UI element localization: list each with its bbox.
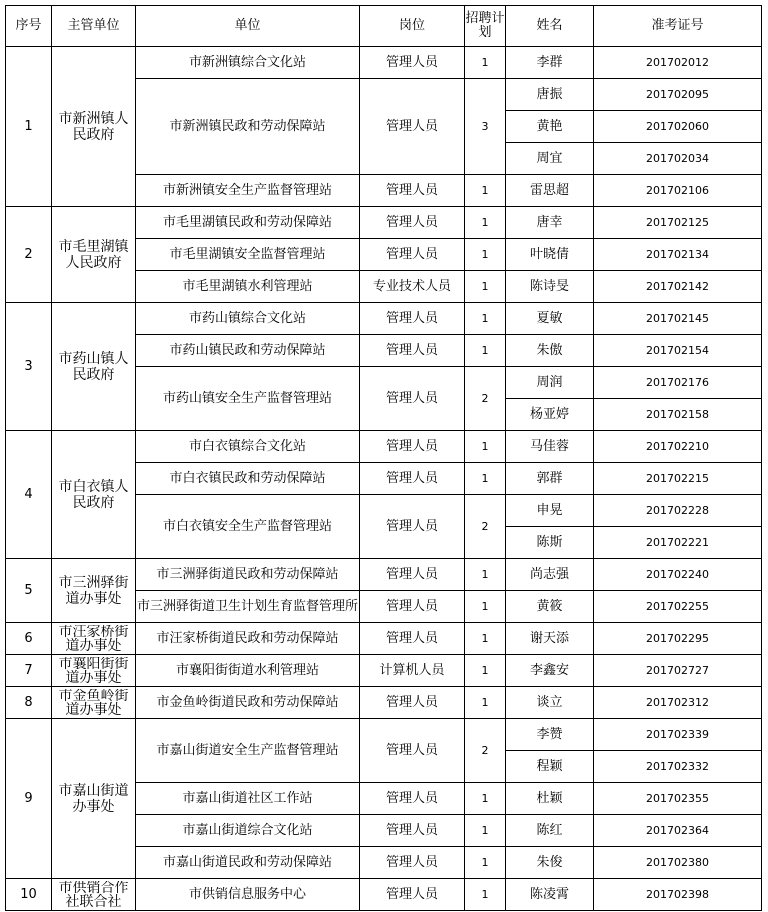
name-cell: 郭群 bbox=[506, 463, 594, 495]
id-cell: 201702398 bbox=[594, 879, 762, 911]
name-cell: 谢天添 bbox=[506, 623, 594, 655]
name-cell: 夏敏 bbox=[506, 303, 594, 335]
unit-cell: 市药山镇安全生产监督管理站 bbox=[136, 367, 360, 431]
unit-cell: 市嘉山街道社区工作站 bbox=[136, 783, 360, 815]
seq-cell: 1 bbox=[6, 47, 52, 207]
post-cell: 管理人员 bbox=[360, 495, 465, 559]
post-cell: 管理人员 bbox=[360, 175, 465, 207]
plan-cell: 1 bbox=[465, 847, 506, 879]
seq-cell: 3 bbox=[6, 303, 52, 431]
post-cell: 管理人员 bbox=[360, 463, 465, 495]
recruitment-table bbox=[5, 5, 762, 911]
table-row bbox=[6, 687, 762, 719]
plan-cell: 1 bbox=[465, 463, 506, 495]
seq-cell: 5 bbox=[6, 559, 52, 623]
seq-cell: 8 bbox=[6, 687, 52, 719]
name-cell: 李群 bbox=[506, 47, 594, 79]
table-row bbox=[6, 879, 762, 911]
plan-cell: 1 bbox=[465, 559, 506, 591]
post-cell: 管理人员 bbox=[360, 47, 465, 79]
id-cell: 201702221 bbox=[594, 527, 762, 559]
header-dept: 主管单位 bbox=[52, 6, 136, 47]
plan-cell: 1 bbox=[465, 815, 506, 847]
id-cell: 201702355 bbox=[594, 783, 762, 815]
plan-cell: 1 bbox=[465, 303, 506, 335]
name-cell: 唐振 bbox=[506, 79, 594, 111]
post-cell: 管理人员 bbox=[360, 815, 465, 847]
seq-cell: 9 bbox=[6, 719, 52, 879]
id-cell: 201702727 bbox=[594, 655, 762, 687]
dept-cell bbox=[52, 879, 136, 911]
seq-cell: 6 bbox=[6, 623, 52, 655]
name-cell: 李鑫安 bbox=[506, 655, 594, 687]
name-cell: 尚志强 bbox=[506, 559, 594, 591]
plan-cell: 1 bbox=[465, 175, 506, 207]
dept-cell bbox=[52, 623, 136, 655]
name-cell: 李赞 bbox=[506, 719, 594, 751]
table-row bbox=[6, 207, 762, 239]
post-cell: 管理人员 bbox=[360, 431, 465, 463]
id-cell: 201702145 bbox=[594, 303, 762, 335]
unit-cell: 市三洲驿街道卫生计划生育监督管理所 bbox=[136, 591, 360, 623]
unit-cell: 市毛里湖镇水利管理站 bbox=[136, 271, 360, 303]
seq-cell: 4 bbox=[6, 431, 52, 559]
dept-label: 市供销合作社联合社 bbox=[58, 880, 129, 909]
unit-cell: 市白衣镇民政和劳动保障站 bbox=[136, 463, 360, 495]
id-cell: 201702176 bbox=[594, 367, 762, 399]
name-cell: 朱俊 bbox=[506, 847, 594, 879]
name-cell: 谈立 bbox=[506, 687, 594, 719]
unit-cell: 市毛里湖镇民政和劳动保障站 bbox=[136, 207, 360, 239]
plan-cell: 1 bbox=[465, 655, 506, 687]
id-cell: 201702240 bbox=[594, 559, 762, 591]
id-cell: 201702255 bbox=[594, 591, 762, 623]
id-cell: 201702154 bbox=[594, 335, 762, 367]
id-cell: 201702158 bbox=[594, 399, 762, 431]
name-cell: 陈红 bbox=[506, 815, 594, 847]
table-row bbox=[6, 623, 762, 655]
plan-cell: 1 bbox=[465, 239, 506, 271]
id-cell: 201702134 bbox=[594, 239, 762, 271]
plan-cell: 1 bbox=[465, 271, 506, 303]
dept-cell bbox=[52, 687, 136, 719]
unit-cell: 市金鱼岭街道民政和劳动保障站 bbox=[136, 687, 360, 719]
unit-cell: 市新洲镇安全生产监督管理站 bbox=[136, 175, 360, 207]
post-cell: 专业技术人员 bbox=[360, 271, 465, 303]
id-cell: 201702339 bbox=[594, 719, 762, 751]
id-cell: 201702012 bbox=[594, 47, 762, 79]
post-cell: 管理人员 bbox=[360, 335, 465, 367]
table-row bbox=[6, 559, 762, 591]
post-cell: 管理人员 bbox=[360, 847, 465, 879]
dept-cell: 市毛里湖镇人民政府 bbox=[52, 207, 136, 303]
unit-cell: 市新洲镇综合文化站 bbox=[136, 47, 360, 79]
post-cell: 管理人员 bbox=[360, 303, 465, 335]
plan-cell: 1 bbox=[465, 879, 506, 911]
unit-cell: 市三洲驿街道民政和劳动保障站 bbox=[136, 559, 360, 591]
dept-label: 市襄阳街街道办事处 bbox=[58, 656, 129, 685]
table-row bbox=[6, 655, 762, 687]
post-cell: 管理人员 bbox=[360, 783, 465, 815]
unit-cell: 市药山镇民政和劳动保障站 bbox=[136, 335, 360, 367]
name-cell: 申晃 bbox=[506, 495, 594, 527]
plan-cell: 2 bbox=[465, 719, 506, 783]
id-cell: 201702215 bbox=[594, 463, 762, 495]
post-cell: 管理人员 bbox=[360, 239, 465, 271]
post-cell: 管理人员 bbox=[360, 623, 465, 655]
header-post: 岗位 bbox=[360, 6, 465, 47]
name-cell: 黄筱 bbox=[506, 591, 594, 623]
id-cell: 201702228 bbox=[594, 495, 762, 527]
post-cell: 管理人员 bbox=[360, 79, 465, 175]
plan-cell: 1 bbox=[465, 783, 506, 815]
seq-cell: 7 bbox=[6, 655, 52, 687]
plan-cell: 1 bbox=[465, 687, 506, 719]
dept-cell: 市药山镇人民政府 bbox=[52, 303, 136, 431]
name-cell: 杜颖 bbox=[506, 783, 594, 815]
post-cell: 管理人员 bbox=[360, 719, 465, 783]
post-cell: 管理人员 bbox=[360, 687, 465, 719]
unit-cell: 市新洲镇民政和劳动保障站 bbox=[136, 79, 360, 175]
dept-label: 市金鱼岭街道办事处 bbox=[58, 688, 129, 717]
name-cell: 马佳蓉 bbox=[506, 431, 594, 463]
post-cell: 管理人员 bbox=[360, 207, 465, 239]
plan-cell: 3 bbox=[465, 79, 506, 175]
dept-cell: 市嘉山街道办事处 bbox=[52, 719, 136, 879]
header-seq: 序号 bbox=[6, 6, 52, 47]
post-cell: 管理人员 bbox=[360, 591, 465, 623]
unit-cell: 市嘉山街道安全生产监督管理站 bbox=[136, 719, 360, 783]
name-cell: 程颖 bbox=[506, 751, 594, 783]
unit-cell: 市供销信息服务中心 bbox=[136, 879, 360, 911]
plan-cell: 1 bbox=[465, 591, 506, 623]
plan-cell: 1 bbox=[465, 47, 506, 79]
seq-cell: 10 bbox=[6, 879, 52, 911]
post-cell: 管理人员 bbox=[360, 559, 465, 591]
id-cell: 201702332 bbox=[594, 751, 762, 783]
plan-cell: 1 bbox=[465, 335, 506, 367]
name-cell: 陈诗旻 bbox=[506, 271, 594, 303]
id-cell: 201702380 bbox=[594, 847, 762, 879]
header-name: 姓名 bbox=[506, 6, 594, 47]
name-cell: 周润 bbox=[506, 367, 594, 399]
plan-cell: 2 bbox=[465, 495, 506, 559]
name-cell: 周宜 bbox=[506, 143, 594, 175]
dept-cell: 市白衣镇人民政府 bbox=[52, 431, 136, 559]
id-cell: 201702060 bbox=[594, 111, 762, 143]
unit-cell: 市襄阳街街道水利管理站 bbox=[136, 655, 360, 687]
plan-cell: 2 bbox=[465, 367, 506, 431]
dept-label: 市汪家桥街道办事处 bbox=[58, 624, 129, 653]
header-id: 准考证号 bbox=[594, 6, 762, 47]
id-cell: 201702364 bbox=[594, 815, 762, 847]
table-row bbox=[6, 431, 762, 463]
unit-cell: 市嘉山街道民政和劳动保障站 bbox=[136, 847, 360, 879]
plan-cell: 1 bbox=[465, 623, 506, 655]
name-cell: 陈斯 bbox=[506, 527, 594, 559]
plan-cell: 1 bbox=[465, 431, 506, 463]
id-cell: 201702106 bbox=[594, 175, 762, 207]
post-cell: 计算机人员 bbox=[360, 655, 465, 687]
header-unit: 单位 bbox=[136, 6, 360, 47]
id-cell: 201702295 bbox=[594, 623, 762, 655]
table-row bbox=[6, 47, 762, 79]
table-header-row bbox=[6, 6, 762, 47]
name-cell: 陈凌霄 bbox=[506, 879, 594, 911]
table-row bbox=[6, 719, 762, 751]
id-cell: 201702095 bbox=[594, 79, 762, 111]
id-cell: 201702142 bbox=[594, 271, 762, 303]
unit-cell: 市药山镇综合文化站 bbox=[136, 303, 360, 335]
unit-cell: 市白衣镇综合文化站 bbox=[136, 431, 360, 463]
dept-cell bbox=[52, 655, 136, 687]
seq-cell: 2 bbox=[6, 207, 52, 303]
name-cell: 雷思超 bbox=[506, 175, 594, 207]
id-cell: 201702312 bbox=[594, 687, 762, 719]
name-cell: 黄艳 bbox=[506, 111, 594, 143]
unit-cell: 市毛里湖镇安全监督管理站 bbox=[136, 239, 360, 271]
dept-cell: 市新洲镇人民政府 bbox=[52, 47, 136, 207]
id-cell: 201702034 bbox=[594, 143, 762, 175]
name-cell: 朱傲 bbox=[506, 335, 594, 367]
name-cell: 唐幸 bbox=[506, 207, 594, 239]
name-cell: 叶晓倩 bbox=[506, 239, 594, 271]
unit-cell: 市嘉山街道综合文化站 bbox=[136, 815, 360, 847]
header-plan: 招聘计划 bbox=[465, 6, 506, 47]
name-cell: 杨亚婷 bbox=[506, 399, 594, 431]
post-cell: 管理人员 bbox=[360, 367, 465, 431]
id-cell: 201702125 bbox=[594, 207, 762, 239]
plan-cell: 1 bbox=[465, 207, 506, 239]
dept-cell: 市三洲驿街道办事处 bbox=[52, 559, 136, 623]
id-cell: 201702210 bbox=[594, 431, 762, 463]
unit-cell: 市白衣镇安全生产监督管理站 bbox=[136, 495, 360, 559]
post-cell: 管理人员 bbox=[360, 879, 465, 911]
table-row bbox=[6, 303, 762, 335]
unit-cell: 市汪家桥街道民政和劳动保障站 bbox=[136, 623, 360, 655]
